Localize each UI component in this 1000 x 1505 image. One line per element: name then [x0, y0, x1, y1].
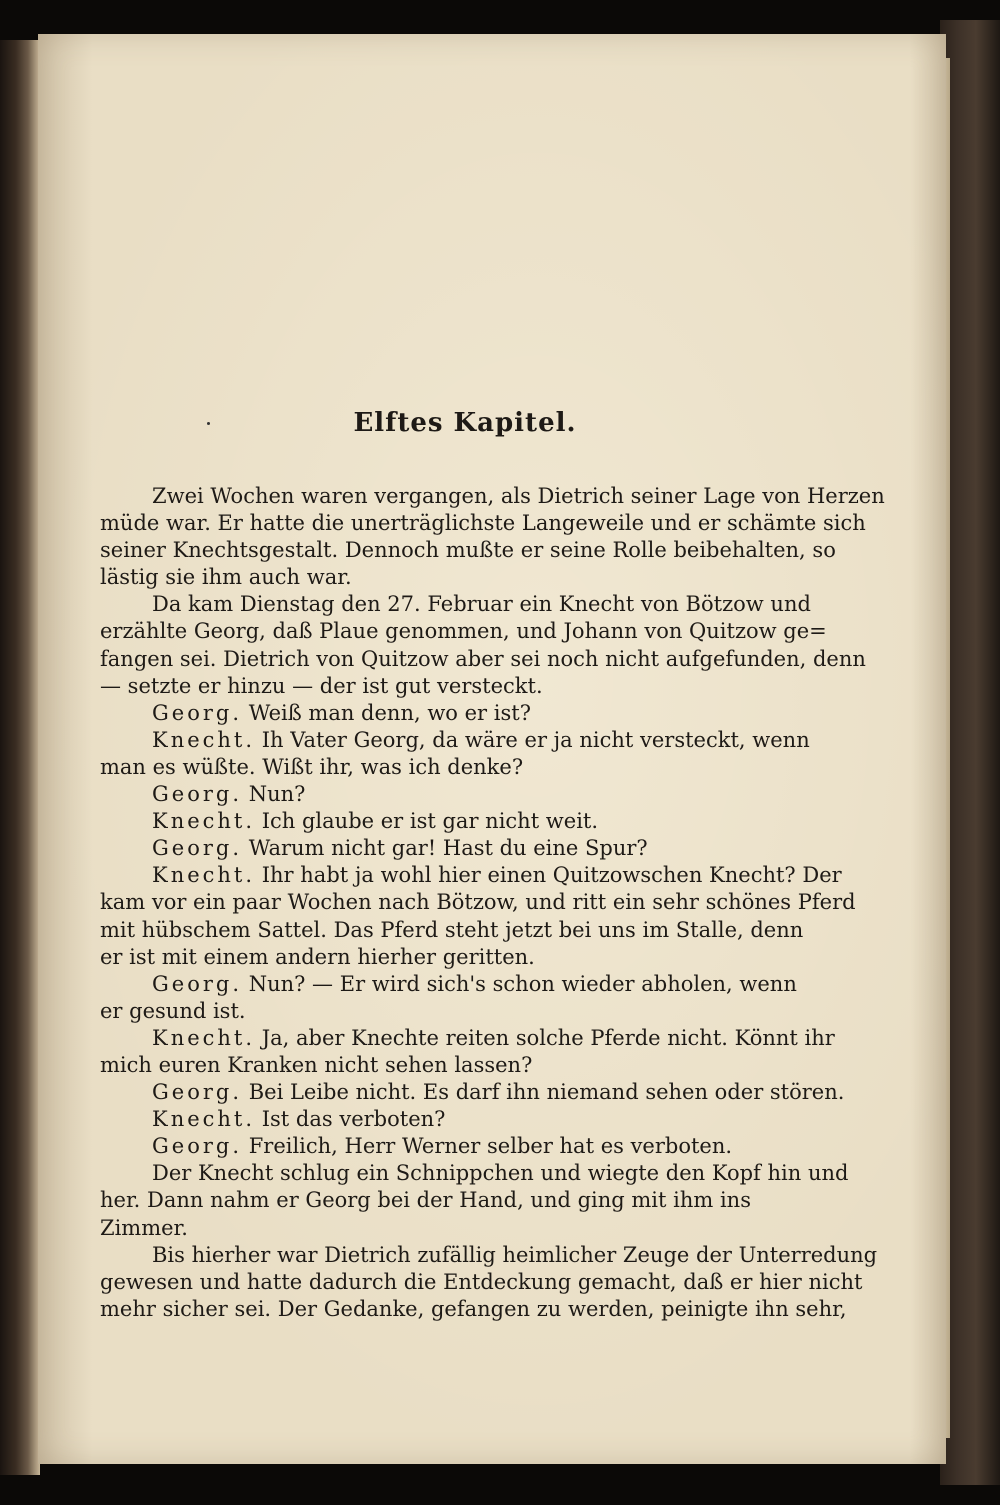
- text-line: [100, 673, 800, 700]
- text-line: [100, 1296, 847, 1323]
- speaker-name: Georg.: [152, 782, 243, 807]
- line-text: Freilich, Herr Werner selber hat es verboten.: [248, 1134, 733, 1159]
- speaker-name: Knecht.: [152, 727, 256, 752]
- text-line: [100, 998, 800, 1025]
- line-text: er ist mit einem andern hierher geritten.: [100, 944, 535, 969]
- line-text: gewesen und hatte dadurch die Entdeckung gemacht, daß er hier nicht: [100, 1269, 863, 1294]
- line-text: man es wüßte. Wißt ihr, was ich denke?: [100, 754, 524, 779]
- page-text: [100, 405, 885, 1323]
- text-line: [100, 1187, 800, 1214]
- text-line: [100, 700, 800, 727]
- line-text: Bis hierher war Dietrich zufällig heimlicher Zeuge der Unterredung: [152, 1242, 878, 1267]
- line-text: — setzte er hinzu — der ist gut versteckt.: [100, 673, 543, 698]
- line-text: Ich glaube er ist gar nicht weit.: [261, 809, 599, 834]
- line-text: Zwei Wochen waren vergangen, als Dietrich seiner Lage von Herzen: [152, 484, 885, 508]
- line-text: er gesund ist.: [100, 998, 246, 1023]
- speaker-name: Georg.: [152, 1080, 243, 1105]
- line-text: Da kam Dienstag den 27. Februar ein Knecht von Bötzow und: [152, 592, 811, 617]
- speaker-name: Knecht.: [152, 1107, 256, 1132]
- line-text: Ist das verboten?: [261, 1107, 446, 1132]
- text-line: [100, 1242, 878, 1269]
- speaker-name: Knecht.: [152, 1025, 256, 1050]
- line-text: Nun? — Er wird sich's schon wieder abholen, wenn: [248, 971, 797, 996]
- text-line: [100, 1215, 800, 1242]
- text-line: [100, 1269, 863, 1296]
- speaker-name: Georg.: [152, 971, 243, 996]
- text-line: [100, 537, 836, 564]
- text-line: [100, 889, 856, 916]
- text-line: [100, 808, 800, 835]
- line-text: fangen sei. Dietrich von Quitzow aber sei noch nicht aufgefunden, denn: [100, 646, 866, 671]
- line-text: Zimmer.: [100, 1215, 188, 1240]
- speaker-name: Georg.: [152, 700, 243, 725]
- book-binding-left: [0, 40, 40, 1475]
- text-line: [100, 1079, 845, 1106]
- line-text: her. Dann nahm er Georg bei der Hand, und ging mit ihm ins: [100, 1188, 751, 1213]
- text-line: [100, 646, 866, 673]
- text-line: [100, 591, 811, 618]
- chapter-title: Elftes Kapitel.: [353, 408, 577, 438]
- text-line: [100, 564, 800, 591]
- text-line: [100, 483, 885, 510]
- text-line: [100, 754, 800, 781]
- text-line: [100, 1106, 800, 1133]
- line-text: Der Knecht schlug ein Schnippchen und wiegte den Kopf hin und: [152, 1161, 849, 1186]
- line-text: mehr sicher sei. Der Gedanke, gefangen zu werden, peinigte ihn sehr,: [100, 1296, 847, 1321]
- text-line: [100, 971, 800, 998]
- text-line: [100, 727, 810, 754]
- speaker-name: Georg.: [152, 836, 243, 861]
- text-line: [100, 1133, 800, 1160]
- text-line: [100, 510, 866, 537]
- line-text: müde war. Er hatte die unerträglichste Langeweile und er schämte sich: [100, 511, 866, 536]
- speaker-name: Knecht.: [152, 809, 256, 834]
- text-line: [100, 1025, 835, 1052]
- text-line: [100, 618, 827, 645]
- body-text: [100, 483, 885, 1323]
- text-line: [100, 781, 800, 808]
- line-text: seiner Knechtsgestalt. Dennoch mußte er seine Rolle beibehalten, so: [100, 538, 836, 563]
- text-line: [100, 917, 804, 944]
- line-text: erzählte Georg, daß Plaue genommen, und Johann von Quitzow ge=: [100, 619, 827, 644]
- text-line: [100, 1052, 800, 1079]
- line-text: Ihr habt ja wohl hier einen Quitzowschen Knecht? Der: [261, 863, 842, 888]
- text-line: [100, 835, 800, 862]
- speaker-name: Knecht.: [152, 863, 256, 888]
- text-line: [100, 862, 842, 889]
- speaker-name: Georg.: [152, 1134, 243, 1159]
- text-line: [100, 1160, 849, 1187]
- line-text: Bei Leibe nicht. Es darf ihn niemand sehen oder stören.: [248, 1080, 845, 1105]
- line-text: Ja, aber Knechte reiten solche Pferde nicht. Könnt ihr: [261, 1025, 835, 1050]
- line-text: lästig sie ihm auch war.: [100, 565, 352, 590]
- line-text: Nun?: [248, 782, 306, 807]
- line-text: Ih Vater Georg, da wäre er ja nicht versteckt, wenn: [261, 727, 810, 752]
- line-text: mich euren Kranken nicht sehen lassen?: [100, 1052, 533, 1077]
- line-text: kam vor ein paar Wochen nach Bötzow, und ritt ein sehr schönes Pferd: [100, 890, 856, 915]
- line-text: mit hübschem Sattel. Das Pferd steht jetzt bei uns im Stalle, denn: [100, 917, 804, 942]
- line-text: Weiß man denn, wo er ist?: [248, 700, 531, 725]
- line-text: Warum nicht gar! Hast du eine Spur?: [248, 836, 648, 861]
- text-line: [100, 944, 800, 971]
